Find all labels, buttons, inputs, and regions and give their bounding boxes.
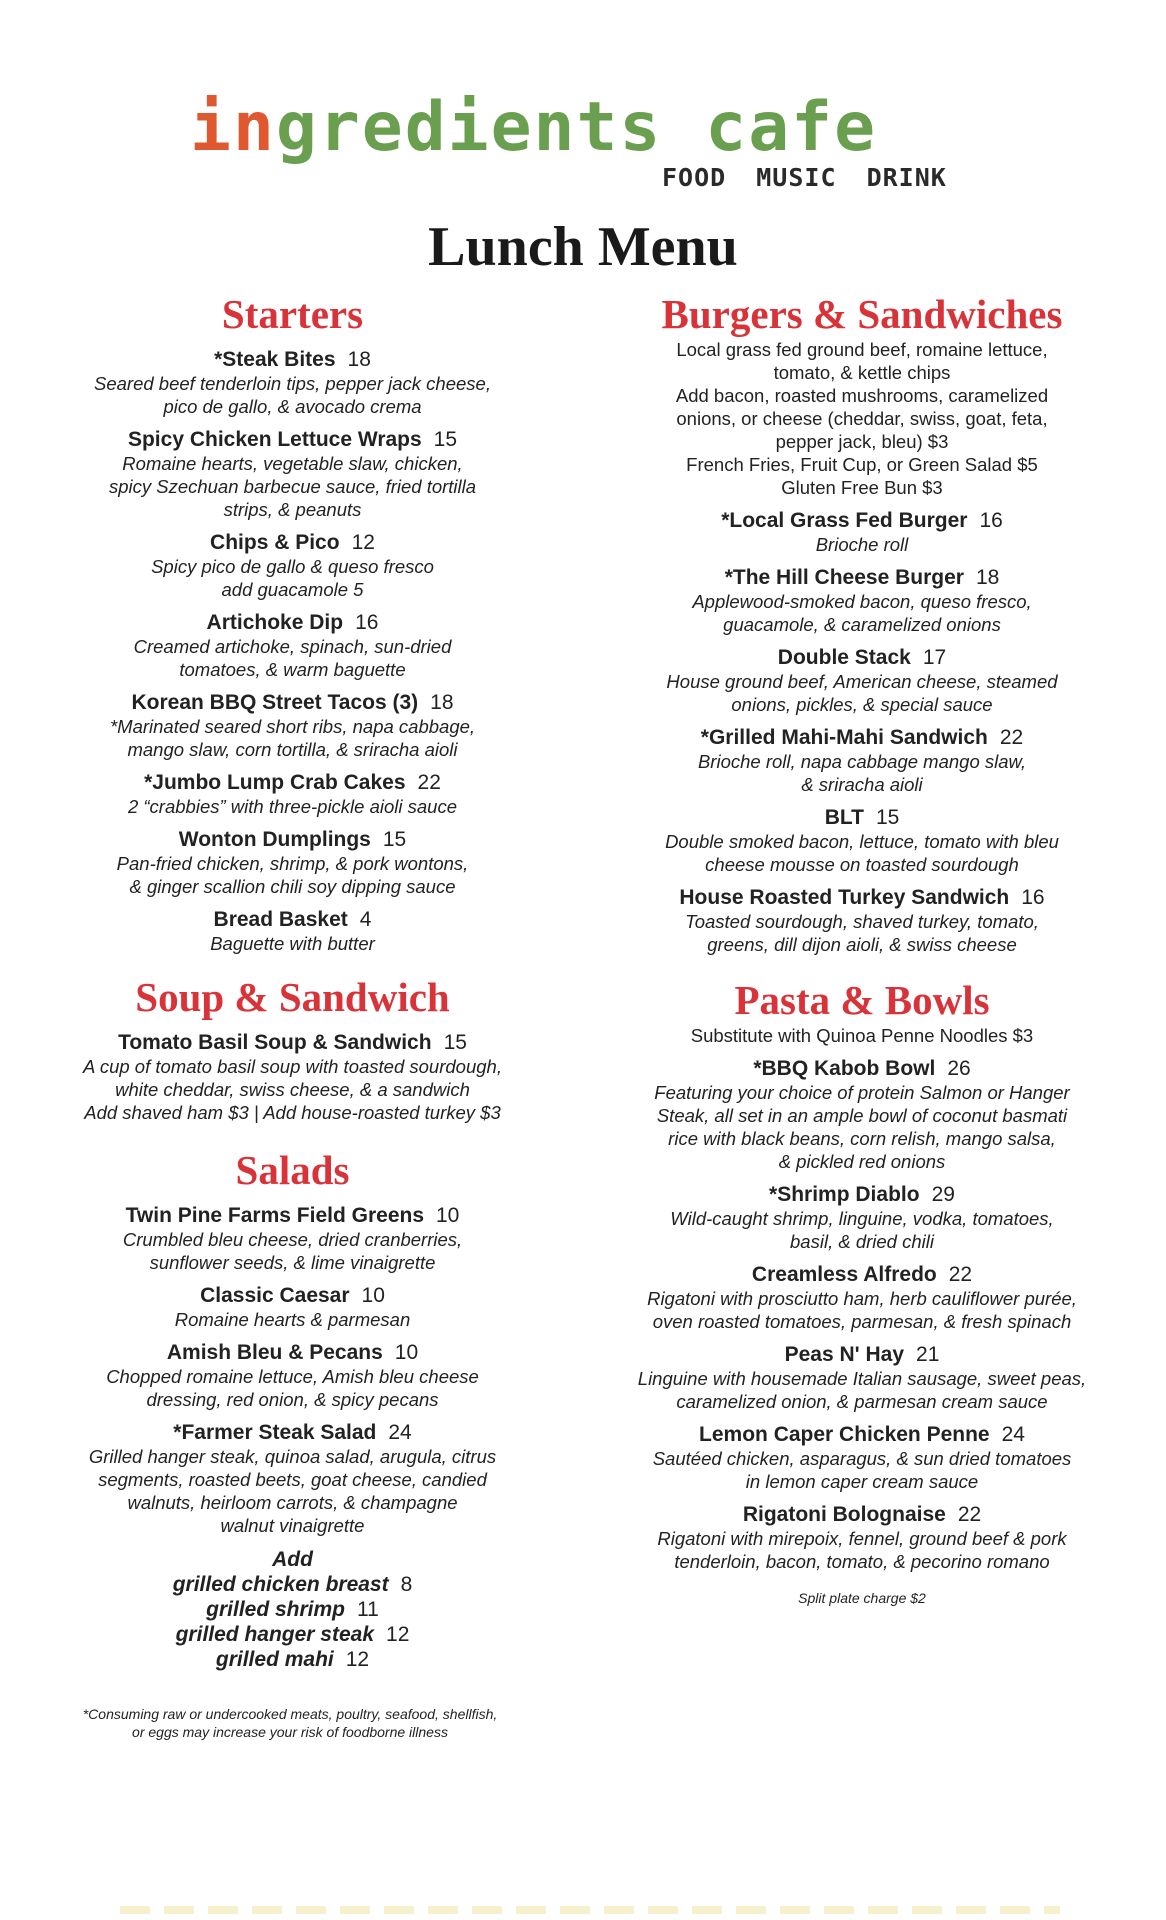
menu-item-description: sunflower seeds, & lime vinaigrette: [149, 1252, 436, 1273]
menu-item-price: 21: [916, 1343, 940, 1366]
menu-item-heading: [598, 885, 1126, 910]
section-starters: [40, 290, 545, 955]
menu-item-heading: [40, 827, 545, 852]
menu-item-heading: [598, 1502, 1126, 1527]
menu-item-price: 18: [347, 348, 371, 371]
section-intro-line: Gluten Free Bun $3: [781, 477, 943, 498]
menu-item-description: Featuring your choice of protein Salmon or Hanger: [654, 1082, 1070, 1103]
section-title: Pasta & Bowls: [734, 977, 990, 1023]
section-title: Soup & Sandwich: [135, 974, 450, 1020]
menu-item-name: Spicy Chicken Lettuce Wraps: [127, 428, 422, 451]
menu-item-heading: [598, 805, 1126, 830]
menu-item-heading: [40, 1340, 545, 1365]
menu-item-description: Brioche roll, napa cabbage mango slaw,: [697, 751, 1027, 772]
menu-item-description: Creamed artichoke, spinach, sun-dried: [133, 636, 452, 657]
menu-item-description: Linguine with housemade Italian sausage, sweet peas,: [637, 1368, 1087, 1389]
menu-item: [598, 1182, 1126, 1253]
menu-item-price: 10: [361, 1284, 385, 1307]
menu-item: [598, 1262, 1126, 1333]
menu-item-price: 16: [979, 509, 1003, 532]
menu-item-description: Grilled hanger steak, quinoa salad, arugula, citrus: [88, 1446, 497, 1467]
section-title: Starters: [221, 291, 364, 337]
add-on-price: 11: [357, 1598, 379, 1621]
section-title: Salads: [235, 1147, 350, 1193]
menu-item-description: Toasted sourdough, shaved turkey, tomato,: [685, 911, 1039, 932]
menu-item-price: 26: [947, 1057, 971, 1080]
menu-item-name: Bread Basket: [213, 908, 348, 931]
menu-item: [40, 907, 545, 955]
menu-item-description: walnut vinaigrette: [220, 1515, 365, 1536]
menu-item-description: add guacamole 5: [221, 579, 364, 600]
menu-item-name: Classic Caesar: [200, 1284, 350, 1307]
menu-item-heading: [598, 725, 1126, 750]
menu-item-heading: [598, 1182, 1126, 1207]
section-intro-line: Local grass fed ground beef, romaine lettuce,: [676, 339, 1048, 360]
menu-item: [40, 1030, 545, 1124]
menu-item-description: onions, pickles, & special sauce: [731, 694, 993, 715]
menu-item: [598, 645, 1126, 716]
menu-item-name: *Farmer Steak Salad: [173, 1421, 377, 1444]
menu-item-description: tomatoes, & warm baguette: [179, 659, 406, 680]
menu-item-heading: [598, 1342, 1126, 1367]
right-column: [598, 290, 1126, 1607]
menu-item-name: *Jumbo Lump Crab Cakes: [144, 771, 406, 794]
menu-item-price: 16: [1021, 886, 1045, 909]
menu-item: [598, 805, 1126, 876]
menu-item-name: *Shrimp Diablo: [769, 1183, 920, 1206]
section-pasta-bowls: [598, 976, 1126, 1607]
menu-item-heading: [40, 1420, 545, 1445]
menu-item-name: Chips & Pico: [210, 531, 340, 554]
menu-item-description: tenderloin, bacon, tomato, & pecorino romano: [674, 1551, 1050, 1572]
menu-item: [598, 1422, 1126, 1493]
salad-add-ons: [40, 1547, 545, 1672]
menu-item-description: basil, & dried chili: [790, 1231, 934, 1252]
menu-item-price: 17: [922, 646, 947, 669]
add-ons-list: [40, 1572, 545, 1672]
menu-item-description: House ground beef, American cheese, steamed: [666, 671, 1058, 692]
brand-tagline: FOOD MUSIC DRINK: [662, 163, 947, 192]
menu-item-description: pico de gallo, & avocado crema: [163, 396, 422, 417]
menu-item-name: Peas N' Hay: [784, 1343, 905, 1366]
menu-item: [40, 1420, 545, 1537]
menu-item-description: dressing, red onion, & spicy pecans: [146, 1389, 439, 1410]
menu-item-description: Romaine hearts & parmesan: [174, 1309, 411, 1330]
menu-item-description: in lemon caper cream sauce: [745, 1471, 979, 1492]
menu-item-description: Pan-fried chicken, shrimp, & pork wontons,: [116, 853, 469, 874]
menu-item-description: 2 “crabbies” with three-pickle aioli sauce: [127, 796, 458, 817]
section-intro: [598, 338, 1126, 499]
menu-item-name: Lemon Caper Chicken Penne: [699, 1423, 990, 1446]
brand-header: [0, 88, 1166, 168]
split-plate-note: Split plate charge $2: [798, 1590, 926, 1606]
menu-item-description: white cheddar, swiss cheese, & a sandwich: [115, 1079, 470, 1100]
menu-item-description: spicy Szechuan barbecue sauce, fried tortilla: [108, 476, 477, 497]
add-on-item: [40, 1597, 545, 1622]
menu-item-price: 29: [931, 1183, 955, 1206]
item-list: [40, 347, 545, 955]
bottom-decorative-strip: [120, 1906, 1060, 1914]
add-on-price: 12: [386, 1623, 410, 1646]
section-intro-line: Add bacon, roasted mushrooms, caramelized: [675, 385, 1049, 406]
menu-item-description: strips, & peanuts: [223, 499, 362, 520]
menu-item-name: Double Stack: [777, 646, 911, 669]
menu-item-description: Chopped romaine lettuce, Amish bleu cheese: [106, 1366, 479, 1387]
menu-item-price: 12: [351, 531, 375, 554]
add-ons-title: Add: [272, 1548, 313, 1571]
menu-item-description: segments, roasted beets, goat cheese, candied: [98, 1469, 487, 1490]
menu-item-description: Steak, all set in an ample bowl of coconut basmati: [656, 1105, 1068, 1126]
menu-item-description: Add shaved ham $3 | Add house-roasted turkey $3: [84, 1102, 501, 1123]
menu-item: [598, 1342, 1126, 1413]
menu-item-description: *Marinated seared short ribs, napa cabbage,: [109, 716, 476, 737]
menu-item-price: 4: [359, 908, 372, 931]
menu-item-price: 18: [430, 691, 454, 714]
menu-item-description: caramelized onion, & parmesan cream sauce: [676, 1391, 1048, 1412]
menu-item-price: 22: [999, 726, 1024, 749]
menu-item: [598, 1056, 1126, 1173]
menu-item-heading: [598, 565, 1126, 590]
menu-item-description: Sautéed chicken, asparagus, & sun dried tomatoes: [652, 1448, 1072, 1469]
menu-item-heading: [598, 508, 1126, 533]
menu-item-price: 24: [388, 1421, 412, 1444]
menu-item: [598, 508, 1126, 556]
menu-item-description: Applewood-smoked bacon, queso fresco,: [692, 591, 1032, 612]
menu-item-heading: [40, 610, 545, 635]
menu-item-name: Korean BBQ Street Tacos (3): [131, 691, 419, 714]
menu-item-description: Rigatoni with prosciutto ham, herb cauliflower purée,: [647, 1288, 1077, 1309]
item-list: [598, 1056, 1126, 1573]
menu-item-description: Brioche roll: [815, 534, 909, 555]
item-list: [40, 1030, 545, 1124]
menu-item-heading: [598, 645, 1126, 670]
menu-item-price: 10: [394, 1341, 419, 1364]
menu-item-description: Spicy pico de gallo & queso fresco: [151, 556, 434, 577]
menu-item-name: Wonton Dumplings: [178, 828, 371, 851]
add-on-name: grilled chicken breast: [172, 1573, 389, 1596]
menu-item-heading: [598, 1056, 1126, 1081]
menu-item-heading: [40, 347, 545, 372]
menu-item-price: 15: [875, 806, 900, 829]
add-on-name: grilled shrimp: [206, 1598, 346, 1621]
menu-item-price: 15: [443, 1031, 467, 1054]
menu-item: [598, 725, 1126, 796]
menu-item-description: Crumbled bleu cheese, dried cranberries,: [122, 1229, 463, 1250]
add-on-item: [40, 1622, 545, 1647]
left-column: [40, 290, 545, 1672]
menu-item-description: walnuts, heirloom carrots, & champagne: [127, 1492, 458, 1513]
menu-item: [40, 610, 545, 681]
menu-item-heading: [40, 907, 545, 932]
menu-item-description: A cup of tomato basil soup with toasted sourdough,: [83, 1056, 502, 1077]
menu-item-description: greens, dill dijon aioli, & swiss cheese: [707, 934, 1017, 955]
item-list: [598, 508, 1126, 956]
section-intro-line: onions, or cheese (cheddar, swiss, goat, feta,: [676, 408, 1048, 429]
menu-item-heading: [40, 770, 545, 795]
menu-item: [598, 885, 1126, 956]
menu-item: [40, 530, 545, 601]
menu-item-name: *Steak Bites: [214, 348, 336, 371]
menu-item-description: & ginger scallion chili soy dipping sauce: [129, 876, 456, 897]
menu-item-heading: [598, 1262, 1126, 1287]
menu-item-name: *BBQ Kabob Bowl: [753, 1057, 936, 1080]
menu-item-description: Wild-caught shrimp, linguine, vodka, tomatoes,: [670, 1208, 1054, 1229]
menu-item: [40, 1283, 545, 1331]
menu-item-name: Rigatoni Bolognaise: [742, 1503, 946, 1526]
menu-item: [598, 1502, 1126, 1573]
menu-item-description: mango slaw, corn tortilla, & sriracha aioli: [127, 739, 458, 760]
menu-item-price: 15: [433, 428, 458, 451]
menu-item-description: Double smoked bacon, lettuce, tomato with bleu: [665, 831, 1059, 852]
menu-item-name: *Local Grass Fed Burger: [721, 509, 968, 532]
section-intro: [598, 1024, 1126, 1047]
add-on-price: 12: [345, 1648, 370, 1671]
menu-item-description: Baguette with butter: [210, 933, 375, 954]
section-salads: [40, 1146, 545, 1672]
menu-item: [40, 770, 545, 818]
menu-item-name: Creamless Alfredo: [751, 1263, 937, 1286]
section-soup-sandwich: [40, 973, 545, 1124]
menu-item-description: & sriracha aioli: [801, 774, 923, 795]
add-on-name: grilled mahi: [215, 1648, 334, 1671]
menu-item-heading: [40, 1283, 545, 1308]
menu-item-price: 22: [957, 1503, 982, 1526]
menu-item: [40, 427, 545, 521]
menu-item-price: 16: [355, 611, 379, 634]
menu-item-description: Seared beef tenderloin tips, pepper jack cheese,: [94, 373, 491, 394]
menu-item-description: Rigatoni with mirepoix, fennel, ground beef & pork: [657, 1528, 1067, 1549]
menu-item-heading: [40, 1203, 545, 1228]
menu-item-price: 15: [382, 828, 407, 851]
section-title: Burgers & Sandwiches: [661, 291, 1063, 337]
menu-item-description: rice with black beans, corn relish, mango salsa,: [668, 1128, 1056, 1149]
disclaimer-line: *Consuming raw or undercooked meats, poultry, seafood, shellfish,: [82, 1706, 498, 1722]
raw-food-disclaimer: [30, 1705, 550, 1741]
disclaimer-line: or eggs may increase your risk of foodborne illness: [132, 1724, 448, 1740]
menu-item: [40, 1203, 545, 1274]
brand-logo: ingredients cafe: [190, 88, 878, 167]
menu-item-heading: [598, 1422, 1126, 1447]
menu-item-description: Romaine hearts, vegetable slaw, chicken,: [122, 453, 463, 474]
menu-item: [40, 347, 545, 418]
section-intro-line: French Fries, Fruit Cup, or Green Salad $5: [686, 454, 1038, 475]
menu-item-name: House Roasted Turkey Sandwich: [679, 886, 1010, 909]
menu-item-heading: [40, 1030, 545, 1055]
menu-item-description: cheese mousse on toasted sourdough: [705, 854, 1019, 875]
section-burgers-sandwiches: [598, 290, 1126, 956]
menu-item-heading: [40, 530, 545, 555]
menu-item-price: 10: [436, 1204, 460, 1227]
menu-item-name: BLT: [824, 806, 864, 829]
menu-item-name: Amish Bleu & Pecans: [166, 1341, 383, 1364]
menu-item-price: 22: [417, 771, 441, 794]
menu-item-name: Artichoke Dip: [206, 611, 344, 634]
menu-item-name: Twin Pine Farms Field Greens: [125, 1204, 424, 1227]
menu-item-name: Tomato Basil Soup & Sandwich: [118, 1031, 432, 1054]
menu-item-heading: [40, 427, 545, 452]
add-on-name: grilled hanger steak: [175, 1623, 375, 1646]
section-intro-line: Substitute with Quinoa Penne Noodles $3: [690, 1025, 1034, 1046]
menu-item-name: *The Hill Cheese Burger: [724, 566, 964, 589]
add-on-item: [40, 1647, 545, 1672]
menu-item-description: guacamole, & caramelized onions: [723, 614, 1001, 635]
add-on-item: [40, 1572, 545, 1597]
menu-item: [40, 690, 545, 761]
menu-title: Lunch Menu: [428, 216, 738, 278]
menu-item: [598, 565, 1126, 636]
menu-item-heading: [40, 690, 545, 715]
menu-item-price: 22: [948, 1263, 973, 1286]
menu-item-name: *Grilled Mahi-Mahi Sandwich: [700, 726, 988, 749]
menu-item-description: oven roasted tomatoes, parmesan, & fresh spinach: [652, 1311, 1072, 1332]
item-list: [40, 1203, 545, 1537]
section-intro-line: pepper jack, bleu) $3: [775, 431, 949, 452]
menu-item: [40, 827, 545, 898]
menu-item-price: 24: [1001, 1423, 1025, 1446]
menu-item: [40, 1340, 545, 1411]
section-intro-line: tomato, & kettle chips: [773, 362, 951, 383]
add-on-price: 8: [400, 1573, 413, 1596]
menu-item-description: & pickled red onions: [778, 1151, 946, 1172]
menu-item-price: 18: [975, 566, 1000, 589]
